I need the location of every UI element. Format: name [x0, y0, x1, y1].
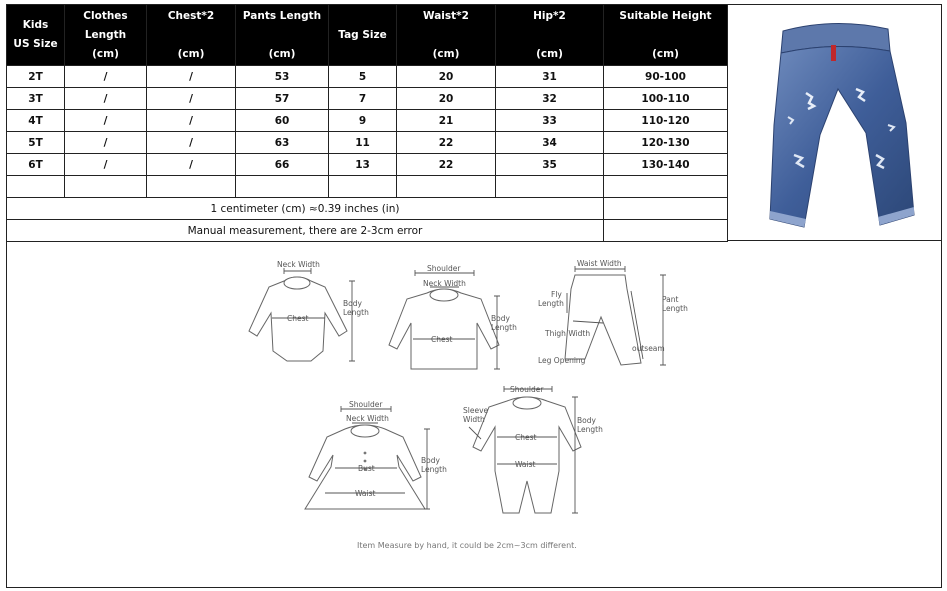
cell-waist: 20	[397, 66, 496, 88]
cell-chest: /	[147, 66, 236, 88]
empty-cell	[236, 176, 329, 198]
cell-size: 5T	[7, 132, 65, 154]
empty-cell	[604, 198, 728, 220]
bodysuit-length-label-2: Length	[343, 308, 369, 317]
cell-waist: 22	[397, 154, 496, 176]
cell-chest: /	[147, 132, 236, 154]
cell-height: 120-130	[604, 132, 728, 154]
table-header-row	[7, 5, 728, 66]
pants-fly-label-2: Length	[538, 299, 564, 308]
romper-length-label-2: Length	[577, 425, 603, 434]
table-row-empty	[7, 176, 728, 198]
table-row	[7, 154, 728, 176]
empty-cell	[7, 176, 65, 198]
table-row	[7, 88, 728, 110]
empty-cell	[397, 176, 496, 198]
empty-cell	[329, 176, 397, 198]
jeans-illustration	[728, 5, 941, 240]
header-chest: Chest*2 (cm)	[147, 5, 236, 66]
cell-size: 4T	[7, 110, 65, 132]
cell-size: 3T	[7, 88, 65, 110]
romper-length-label-1: Body	[577, 416, 596, 425]
pants-waist-label: Waist Width	[577, 259, 622, 268]
dress-shoulder-label: Shoulder	[349, 400, 383, 409]
empty-cell	[147, 176, 236, 198]
cell-size: 6T	[7, 154, 65, 176]
cell-hip: 35	[496, 154, 604, 176]
cell-height: 100-110	[604, 88, 728, 110]
pants-length-label-2: Length	[662, 304, 688, 313]
cell-pants-length: 57	[236, 88, 329, 110]
cell-pants-length: 60	[236, 110, 329, 132]
cell-clothes-length: /	[65, 110, 147, 132]
cell-chest: /	[147, 154, 236, 176]
romper-waist-label: Waist	[515, 460, 536, 469]
table-row	[7, 132, 728, 154]
cell-clothes-length: /	[65, 88, 147, 110]
cell-height: 110-120	[604, 110, 728, 132]
cell-hip: 33	[496, 110, 604, 132]
cell-pants-length: 66	[236, 154, 329, 176]
empty-cell	[604, 220, 728, 242]
romper-sleeve-label-2: Width	[463, 415, 485, 424]
shirt-shoulder-label: Shoulder	[427, 264, 461, 273]
romper-sleeve-label-1: Sleeve	[463, 406, 489, 415]
table-row	[7, 66, 728, 88]
bodysuit-length-label-1: Body	[343, 299, 362, 308]
pants-length-label-1: Pant	[662, 295, 679, 304]
pants-leg-label: Leg Opening	[538, 356, 586, 365]
error-note: Manual measurement, there are 2-3cm error	[7, 220, 604, 242]
bodysuit-chest-label: Chest	[287, 314, 309, 323]
empty-cell	[65, 176, 147, 198]
cell-chest: /	[147, 110, 236, 132]
pants-thigh-label: Thigh Width	[545, 329, 591, 338]
cell-tag-size: 7	[329, 88, 397, 110]
cell-height: 130-140	[604, 154, 728, 176]
product-photo	[727, 4, 942, 241]
header-pants-length: Pants Length (cm)	[236, 5, 329, 66]
cell-clothes-length: /	[65, 132, 147, 154]
cell-tag-size: 13	[329, 154, 397, 176]
dress-length-label-1: Body	[421, 456, 440, 465]
romper-chest-label: Chest	[515, 433, 537, 442]
header-clothes-length: Clothes Length (cm)	[65, 5, 147, 66]
bodysuit-neck-label: Neck Width	[277, 260, 320, 269]
cell-chest: /	[147, 88, 236, 110]
error-note-row	[7, 220, 728, 242]
header-hip: Hip*2 (cm)	[496, 5, 604, 66]
dress-length-label-2: Length	[421, 465, 447, 474]
romper-shoulder-label: Shoulder	[510, 385, 544, 394]
cell-waist: 21	[397, 110, 496, 132]
cell-pants-length: 63	[236, 132, 329, 154]
cell-pants-length: 53	[236, 66, 329, 88]
empty-cell	[604, 176, 728, 198]
empty-cell	[496, 176, 604, 198]
dress-waist-label: Waist	[355, 489, 376, 498]
cell-tag-size: 11	[329, 132, 397, 154]
cell-size: 2T	[7, 66, 65, 88]
shirt-chest-label: Chest	[431, 335, 453, 344]
table-row	[7, 110, 728, 132]
shirt-length-label-1: Body	[491, 314, 510, 323]
cell-tag-size: 9	[329, 110, 397, 132]
cell-hip: 31	[496, 66, 604, 88]
measurement-guide	[6, 241, 942, 588]
dress-bust-label: Bust	[358, 464, 375, 473]
cell-waist: 22	[397, 132, 496, 154]
cell-waist: 20	[397, 88, 496, 110]
shirt-length-label-2: Length	[491, 323, 517, 332]
dress-neck-label: Neck Width	[346, 414, 389, 423]
header-waist: Waist*2 (cm)	[397, 5, 496, 66]
cell-hip: 32	[496, 88, 604, 110]
cell-tag-size: 5	[329, 66, 397, 88]
conversion-note: 1 centimeter (cm) ≈0.39 inches (in)	[7, 198, 604, 220]
cell-clothes-length: /	[65, 66, 147, 88]
header-suitable-height: Suitable Height (cm)	[604, 5, 728, 66]
cell-clothes-length: /	[65, 154, 147, 176]
header-tag-size: Tag Size	[329, 5, 397, 66]
conversion-note-row	[7, 198, 728, 220]
measurement-diagrams	[7, 241, 943, 588]
size-chart-table	[6, 4, 728, 242]
header-kids-us-size: Kids US Size	[7, 5, 65, 66]
shirt-neck-label: Neck Width	[423, 279, 466, 288]
pants-outseam-label: outseam	[632, 344, 665, 353]
pants-fly-label-1: Fly	[551, 290, 562, 299]
cell-hip: 34	[496, 132, 604, 154]
measure-footnote: Item Measure by hand, it could be 2cm~3cm different.	[357, 541, 577, 550]
cell-height: 90-100	[604, 66, 728, 88]
